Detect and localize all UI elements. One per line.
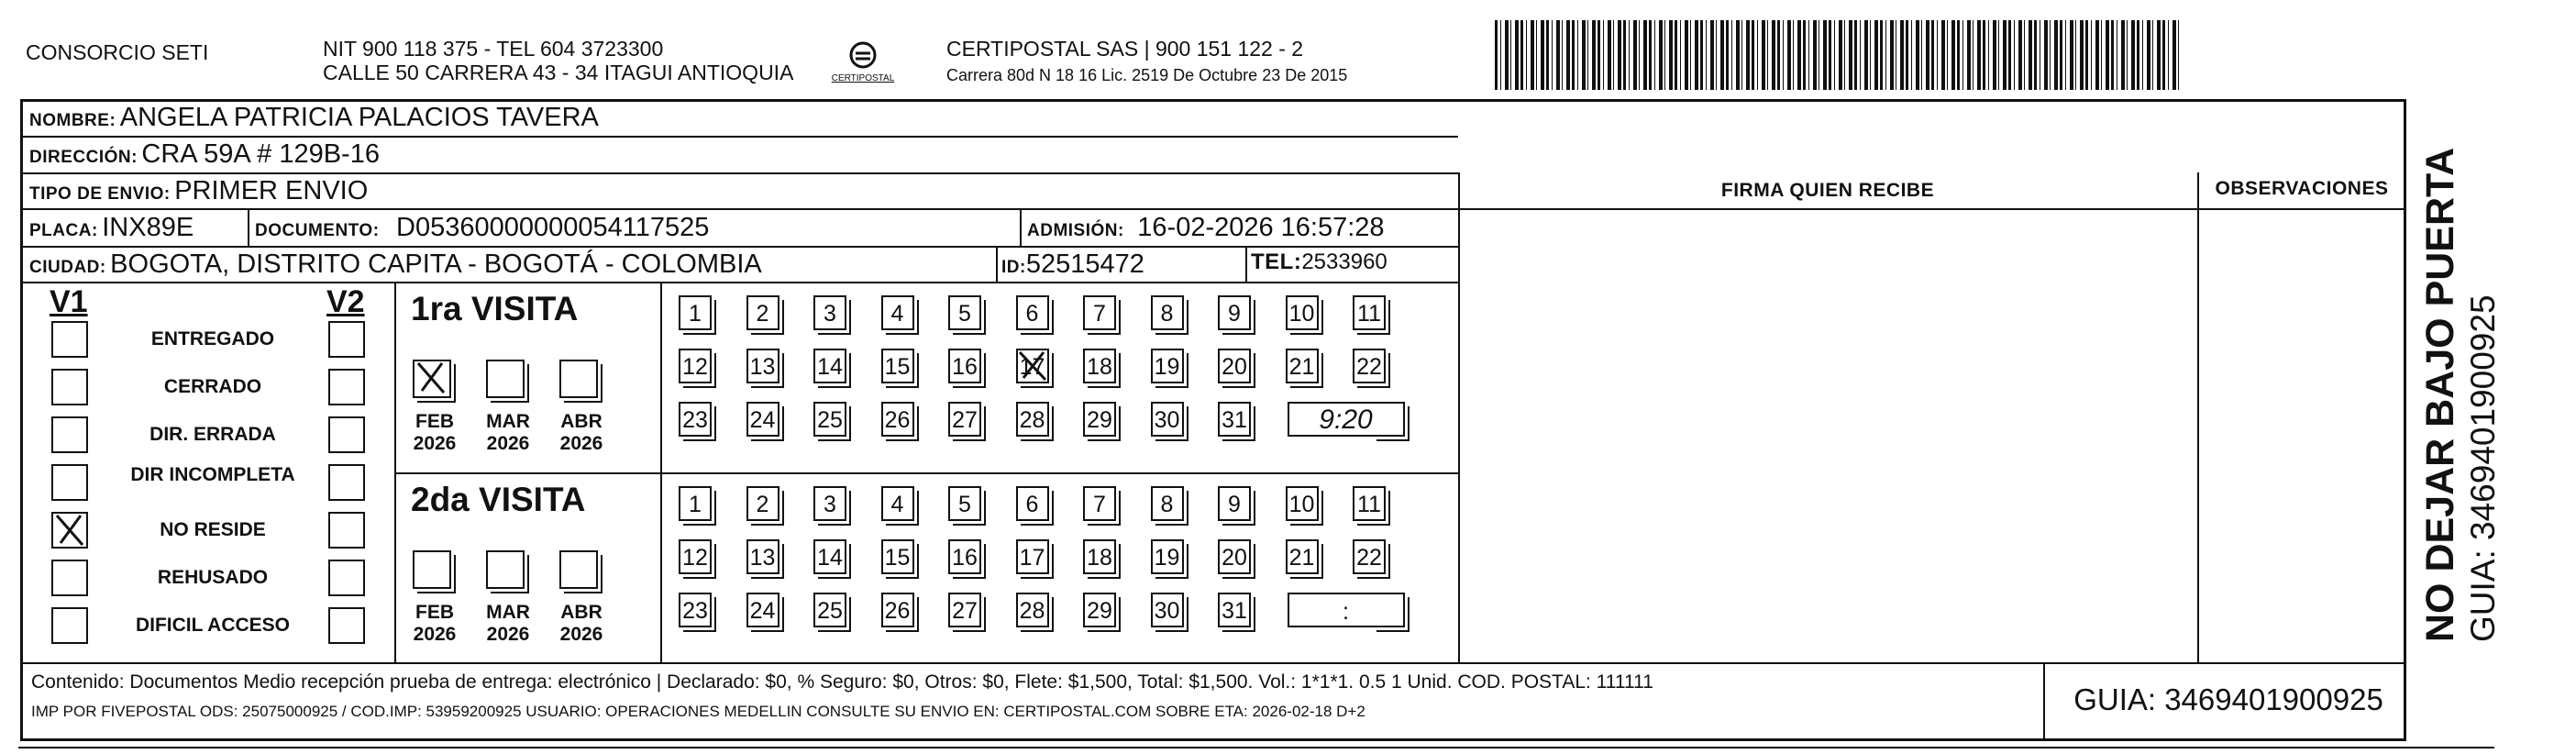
month-year: 2026	[486, 624, 530, 645]
visit-title: 1ra VISITA	[411, 290, 579, 327]
day-box[interactable]: 5	[948, 295, 981, 330]
company-name: CONSORCIO SETI	[26, 40, 209, 64]
day-box[interactable]: 21	[1286, 349, 1319, 383]
day-box[interactable]: 10	[1286, 295, 1319, 330]
status-label: CERRADO	[163, 376, 262, 397]
month-checkbox[interactable]	[486, 550, 525, 589]
month-year: 2026	[413, 433, 457, 454]
status-label: DIFICIL ACCESO	[135, 615, 290, 636]
day-box[interactable]: 23	[679, 402, 712, 437]
v2-checkbox[interactable]	[328, 560, 365, 596]
day-box[interactable]: 28	[1016, 593, 1049, 627]
day-box[interactable]: 2	[746, 486, 779, 521]
tipo-label: TIPO DE ENVIO:	[29, 184, 171, 204]
month-year: 2026	[413, 624, 457, 645]
day-box[interactable]: 31	[1218, 402, 1251, 437]
month-checkbox[interactable]	[486, 360, 525, 398]
v2-checkbox[interactable]	[328, 607, 365, 644]
barcode	[1495, 20, 2183, 90]
day-box[interactable]: 9	[1218, 295, 1251, 330]
day-box[interactable]: 12	[679, 349, 712, 383]
day-box[interactable]: 14	[813, 349, 846, 383]
day-box[interactable]: 4	[881, 295, 914, 330]
certipostal-logo	[825, 39, 901, 92]
address-line: CALLE 50 CARRERA 43 - 34 ITAGUI ANTIOQUIA	[323, 61, 794, 84]
ciudad-label: CIUDAD:	[29, 258, 106, 277]
day-box[interactable]: 20	[1218, 539, 1251, 574]
documento-row	[255, 213, 709, 243]
day-box[interactable]: 14	[813, 539, 846, 574]
month-name: ABR	[560, 602, 603, 623]
day-box[interactable]: 8	[1151, 486, 1184, 521]
day-box[interactable]: 11	[1353, 486, 1386, 521]
nombre-row	[29, 103, 599, 133]
month-name: MAR	[486, 411, 530, 432]
status-label: DIR. ERRADA	[149, 424, 276, 445]
day-box[interactable]: 22	[1353, 349, 1386, 383]
day-box[interactable]: 30	[1151, 402, 1184, 437]
day-box[interactable]: 29	[1083, 593, 1116, 627]
month-year: 2026	[559, 624, 603, 645]
v2-checkbox[interactable]	[328, 416, 365, 453]
month-name: FEB	[415, 602, 454, 623]
license-line: Carrera 80d N 18 16 Lic. 2519 De Octubre 23 De 2015	[946, 66, 1348, 84]
v2-checkbox[interactable]	[328, 464, 365, 501]
day-box[interactable]: 7	[1083, 486, 1116, 521]
day-box[interactable]: 16	[948, 539, 981, 574]
status-label: NO RESIDE	[160, 519, 266, 540]
placa-value: INX89E	[102, 213, 194, 242]
day-box[interactable]: 2	[746, 295, 779, 330]
day-box[interactable]: 29	[1083, 402, 1116, 437]
nombre-label: NOMBRE:	[29, 111, 116, 130]
month-name: ABR	[560, 411, 603, 432]
month-name: MAR	[486, 602, 530, 623]
v1-checkbox[interactable]	[51, 560, 88, 596]
v2-checkbox[interactable]	[328, 369, 365, 405]
tel-value: 2533960	[1301, 249, 1388, 274]
nombre-value: ANGELA PATRICIA PALACIOS TAVERA	[119, 103, 599, 132]
month-year: 2026	[559, 433, 603, 454]
v1-label: V1	[50, 284, 88, 319]
documento-value: D05360000000054117525	[396, 213, 710, 242]
month-checkbox[interactable]	[559, 550, 598, 589]
day-box[interactable]: 25	[813, 402, 846, 437]
id-value: 52515472	[1025, 249, 1144, 279]
direccion-row	[29, 139, 380, 170]
day-box[interactable]: 12	[679, 539, 712, 574]
status-label: ENTREGADO	[150, 328, 275, 349]
direccion-value: CRA 59A # 129B-16	[141, 139, 380, 169]
tipo-row	[29, 176, 368, 206]
tipo-value: PRIMER ENVIO	[174, 176, 369, 205]
v1-checkbox[interactable]	[51, 512, 88, 549]
id-row	[1001, 249, 1144, 280]
month-label	[481, 411, 536, 455]
day-box[interactable]: 27	[948, 593, 981, 627]
ciudad-value: BOGOTA, DISTRITO CAPITA - BOGOTÁ - COLOMBIA	[110, 249, 762, 279]
logo-text: CERTIPOSTAL	[831, 73, 895, 83]
v2-checkbox[interactable]	[328, 512, 365, 549]
day-box[interactable]: 3	[813, 295, 846, 330]
day-box[interactable]: 1	[679, 486, 712, 521]
firma-label: FIRMA QUIEN RECIBE	[1720, 180, 1935, 201]
day-box[interactable]: 13	[746, 349, 779, 383]
day-box[interactable]: 4	[881, 486, 914, 521]
month-label	[481, 602, 536, 646]
day-box[interactable]: 30	[1151, 593, 1184, 627]
documento-label: DOCUMENTO:	[255, 221, 380, 240]
day-box[interactable]: 5	[948, 486, 981, 521]
contenido-line: Contenido: Documentos Medio recepción prueba de entrega: electrónico | Declarado: $0, % Seguro: $0, Otros: $0, Flete: $1,500, Total: $1,500. Vol.: 1*1*1. 0.5 1 Unid. COD. POSTAL: 111111	[31, 671, 1653, 693]
visit-time-box[interactable]: :	[1288, 593, 1405, 627]
id-label: ID:	[1001, 258, 1026, 277]
day-box[interactable]: 20	[1218, 349, 1251, 383]
nit-line: NIT 900 118 375 - TEL 604 3723300	[323, 37, 664, 61]
day-box[interactable]: 18	[1083, 539, 1116, 574]
day-box[interactable]: 19	[1151, 349, 1184, 383]
day-box[interactable]: 16	[948, 349, 981, 383]
month-year: 2026	[486, 433, 530, 454]
day-box[interactable]: 26	[881, 593, 914, 627]
day-box[interactable]: 26	[881, 402, 914, 437]
day-box[interactable]: 28	[1016, 402, 1049, 437]
month-checkbox[interactable]	[413, 360, 451, 398]
day-box[interactable]: 8	[1151, 295, 1184, 330]
day-box[interactable]: 17	[1016, 349, 1049, 383]
no-dejar-bajo-puerta: NO DEJAR BAJO PUERTA	[2418, 147, 2462, 642]
visit-time-box[interactable]: 9:20	[1288, 402, 1405, 437]
day-box[interactable]: 22	[1353, 539, 1386, 574]
certipostal-line: CERTIPOSTAL SAS | 900 151 122 - 2	[946, 37, 1304, 61]
day-box[interactable]: 13	[746, 539, 779, 574]
v1-checkbox[interactable]	[51, 416, 88, 453]
month-label	[554, 602, 609, 646]
v2-label: V2	[326, 284, 365, 319]
placa-row	[29, 213, 193, 243]
day-box[interactable]: 18	[1083, 349, 1116, 383]
day-box[interactable]: 19	[1151, 539, 1184, 574]
day-box[interactable]: 15	[881, 539, 914, 574]
day-box[interactable]: 10	[1286, 486, 1319, 521]
day-box[interactable]: 23	[679, 593, 712, 627]
v1-checkbox[interactable]	[51, 464, 88, 501]
status-label: REHUSADO	[157, 567, 269, 588]
day-box[interactable]: 6	[1016, 295, 1049, 330]
admision-row	[1027, 213, 1385, 243]
tel-row	[1251, 249, 1388, 275]
day-box[interactable]: 17	[1016, 539, 1049, 574]
side-guia: GUIA: 3469401900925	[2464, 294, 2502, 642]
day-box[interactable]: 7	[1083, 295, 1116, 330]
tel-label: TEL:	[1251, 249, 1302, 274]
day-box[interactable]: 1	[679, 295, 712, 330]
admision-value: 16-02-2026 16:57:28	[1137, 213, 1385, 242]
month-label	[407, 411, 462, 455]
month-checkbox[interactable]	[413, 550, 451, 589]
ciudad-row	[29, 249, 762, 280]
day-box[interactable]: 27	[948, 402, 981, 437]
day-box[interactable]: 31	[1218, 593, 1251, 627]
direccion-label: DIRECCIÓN:	[29, 148, 138, 167]
day-box[interactable]: 9	[1218, 486, 1251, 521]
visit-title: 2da VISITA	[411, 481, 586, 518]
day-box[interactable]: 3	[813, 486, 846, 521]
v1-checkbox[interactable]	[51, 369, 88, 405]
month-label	[554, 411, 609, 455]
v2-checkbox[interactable]	[328, 321, 365, 358]
v1-checkbox[interactable]	[51, 607, 88, 644]
day-box[interactable]: 11	[1353, 295, 1386, 330]
observaciones-label: OBSERVACIONES	[2215, 178, 2389, 199]
imp-line: IMP POR FIVEPOSTAL ODS: 25075000925 / COD.IMP: 53959200925 USUARIO: OPERACIONES MEDELLIN CONSULTE SU ENVIO EN: CERTIPOSTAL.COM SOBRE ETA: 2026-02-18 D+2	[31, 703, 1365, 720]
status-label: DIR INCOMPLETA	[130, 464, 295, 485]
day-box[interactable]: 6	[1016, 486, 1049, 521]
placa-label: PLACA:	[29, 221, 98, 240]
month-checkbox[interactable]	[559, 360, 598, 398]
day-box[interactable]: 25	[813, 593, 846, 627]
day-box[interactable]: 24	[746, 402, 779, 437]
day-box[interactable]: 24	[746, 593, 779, 627]
side-text	[2417, 128, 2537, 642]
admision-label: ADMISIÓN:	[1027, 221, 1124, 240]
day-box[interactable]: 21	[1286, 539, 1319, 574]
v1-checkbox[interactable]	[51, 321, 88, 358]
month-label	[407, 602, 462, 646]
day-box[interactable]: 15	[881, 349, 914, 383]
month-name: FEB	[415, 411, 454, 432]
guia-box: GUIA: 3469401900925	[2073, 682, 2383, 716]
